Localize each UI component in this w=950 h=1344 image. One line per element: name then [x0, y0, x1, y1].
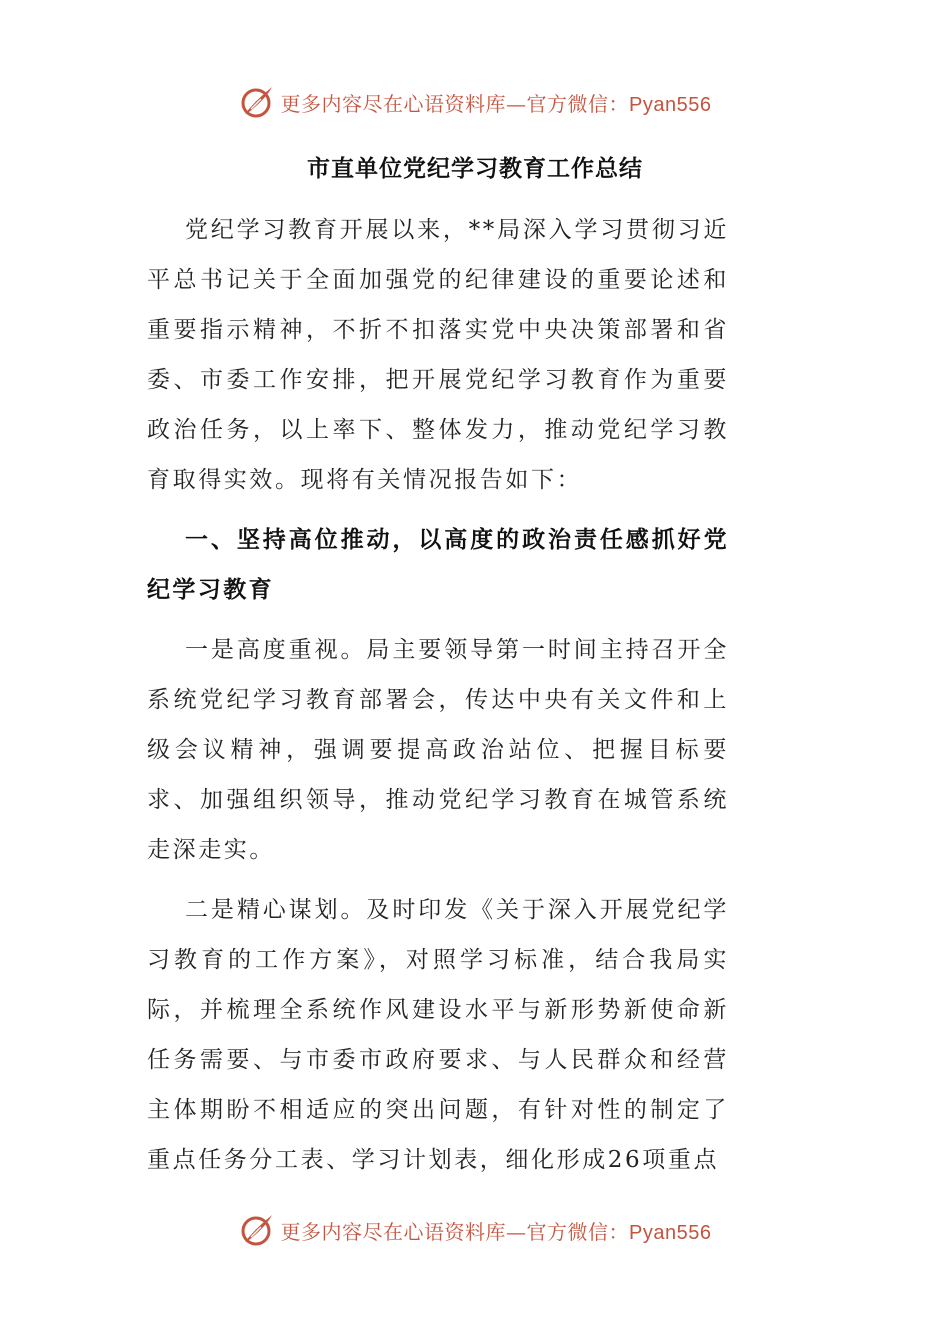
watermark-banner-bottom — [0, 1210, 950, 1250]
section-heading-1: 一、坚持高位推动，以高度的政治责任感抓好党纪学习教育 — [147, 526, 729, 603]
watermark-text — [281, 1216, 712, 1245]
watermark-brand: Pyan556 — [629, 93, 712, 116]
intro-paragraph: 党纪学习教育开展以来，**局深入学习贯彻习近平总书记关于全面加强党的纪律建设的重要论述和重要指示精神，不折不扣落实党中央决策部署和省委、市委工作安排，把开展党纪学习教育作为重要政治任务，以上率下、整体发力，推动党纪学习教育取得实效。现将有关情况报告如下： — [147, 217, 729, 493]
quill-seal-icon — [239, 1212, 275, 1248]
watermark-brand: Pyan556 — [629, 1221, 712, 1244]
watermark-banner-top — [0, 82, 950, 122]
paragraph-careful-planning: 二是精心谋划。及时印发《关于深入开展党纪学习教育的工作方案》，对照学习标准，结合我局实际，并梳理全系统作风建设水平与新形势新使命新任务需要、与市委市政府要求、与人民群众和经营主体期盼不相适应的突出问题，有针对性的制定了重点任务分工表、学习计划表，细化形成26项重点 — [147, 897, 729, 1173]
quill-seal-icon — [239, 84, 275, 120]
document-title: 市直单位党纪学习教育工作总结 — [307, 155, 643, 182]
watermark-prefix: 更多内容尽在心语资料库—官方微信： — [280, 1219, 630, 1244]
paragraph-high-attention: 一是高度重视。局主要领导第一时间主持召开全系统党纪学习教育部署会，传达中央有关文件和上级会议精神，强调要提高政治站位、把握目标要求、加强组织领导，推动党纪学习教育在城管系统走深走实。 — [147, 637, 729, 863]
watermark-text — [281, 88, 712, 117]
document-body — [147, 205, 729, 1185]
watermark-prefix: 更多内容尽在心语资料库—官方微信： — [280, 91, 630, 116]
